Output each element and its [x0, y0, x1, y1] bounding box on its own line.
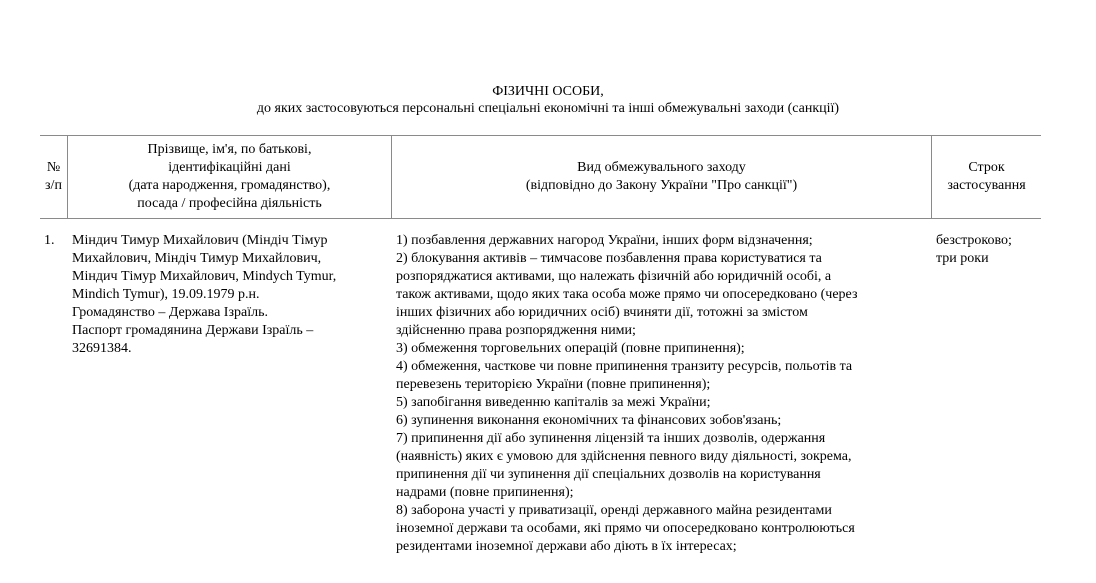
row-number: 1.: [44, 233, 55, 248]
person-line: Mindich Tymur), 19.09.1979 р.н.: [72, 287, 260, 302]
measure-line: іноземної держави та особами, які прямо чи опосередковано контролюються: [396, 521, 855, 536]
header-person-line: посада / професійна діяльність: [137, 196, 322, 211]
person-line: Міндич Тимур Михайлович (Міндіч Тімур: [72, 233, 328, 248]
measure-line: 1) позбавлення державних нагород України, інших форм відзначення;: [396, 233, 813, 248]
document-subtitle: до яких застосовуються персональні спеціальні економічні та інші обмежувальні заходи (санкції): [256, 101, 840, 116]
term-cell: [936, 232, 1012, 268]
header-measure-line: Вид обмежувального заходу: [577, 160, 746, 175]
term-line: три роки: [936, 251, 989, 266]
header-person-line: ідентифікаційні дані: [168, 160, 291, 175]
header-number: [40, 136, 67, 218]
measure-line: надрами (повне припинення);: [396, 485, 574, 500]
measure-line: інших фізичних або юридичних осіб) вчиняти дії, тотожні за змістом: [396, 305, 808, 320]
header-number-line: №: [46, 160, 61, 175]
header-number-line: з/п: [45, 178, 62, 193]
measure-line: резидентами іноземної держави або діють в їх інтересах;: [396, 539, 737, 554]
measure-line: 8) заборона участі у приватизації, оренді державного майна резидентами: [396, 503, 832, 518]
header-term: [932, 136, 1041, 218]
measure-line: 3) обмеження торговельних операцій (повне припинення);: [396, 341, 745, 356]
header-term-line: Строк: [968, 160, 1005, 175]
header-measure: [392, 136, 931, 218]
measure-list: [396, 232, 857, 556]
term-line: безстроково;: [936, 233, 1012, 248]
measure-line: 7) припинення дії або зупинення ліцензій та інших дозволів, одержання: [396, 431, 826, 446]
person-line: Михайлович, Міндіч Тимур Михайлович,: [72, 251, 322, 266]
measure-line: також активами, щодо яких така особа може прямо чи опосередковано (через: [396, 287, 858, 302]
measure-line: 5) запобігання виведенню капіталів за межі України;: [396, 395, 711, 410]
person-line: Громадянство – Держава Ізраїль.: [72, 305, 268, 320]
header-bottom-border: [40, 218, 1041, 219]
measure-line: розпоряджатися активами, що належать фізичній або юридичній особі, а: [396, 269, 832, 284]
header-term-line: застосування: [947, 178, 1026, 193]
document-title: ФІЗИЧНІ ОСОБИ,: [492, 84, 604, 99]
header-person-line: Прізвище, ім'я, по батькові,: [147, 142, 312, 157]
measure-line: 6) зупинення виконання економічних та фінансових зобов'язань;: [396, 413, 782, 428]
person-details: [72, 232, 336, 358]
header-person: [68, 136, 391, 218]
person-line: Паспорт громадянина Держави Ізраїль –: [72, 323, 314, 338]
measure-line: 2) блокування активів – тимчасове позбавлення права користуватися та: [396, 251, 822, 266]
measure-line: (наявність) яких є умовою для здійснення певного виду діяльності, зокрема,: [396, 449, 852, 464]
person-line: 32691384.: [72, 341, 132, 356]
measure-line: здійсненню права розпорядження ними;: [396, 323, 636, 338]
header-measure-line: (відповідно до Закону України "Про санкції"): [525, 178, 798, 193]
measure-line: припинення дії чи зупинення дії спеціальних дозволів на користування: [396, 467, 821, 482]
measure-line: перевезень територією України (повне припинення);: [396, 377, 711, 392]
measure-line: 4) обмеження, часткове чи повне припинення транзиту ресурсів, польотів та: [396, 359, 853, 374]
person-line: Міндич Тімур Михайлович, Mindych Tymur,: [72, 269, 337, 284]
header-person-line: (дата народження, громадянство),: [128, 178, 331, 193]
